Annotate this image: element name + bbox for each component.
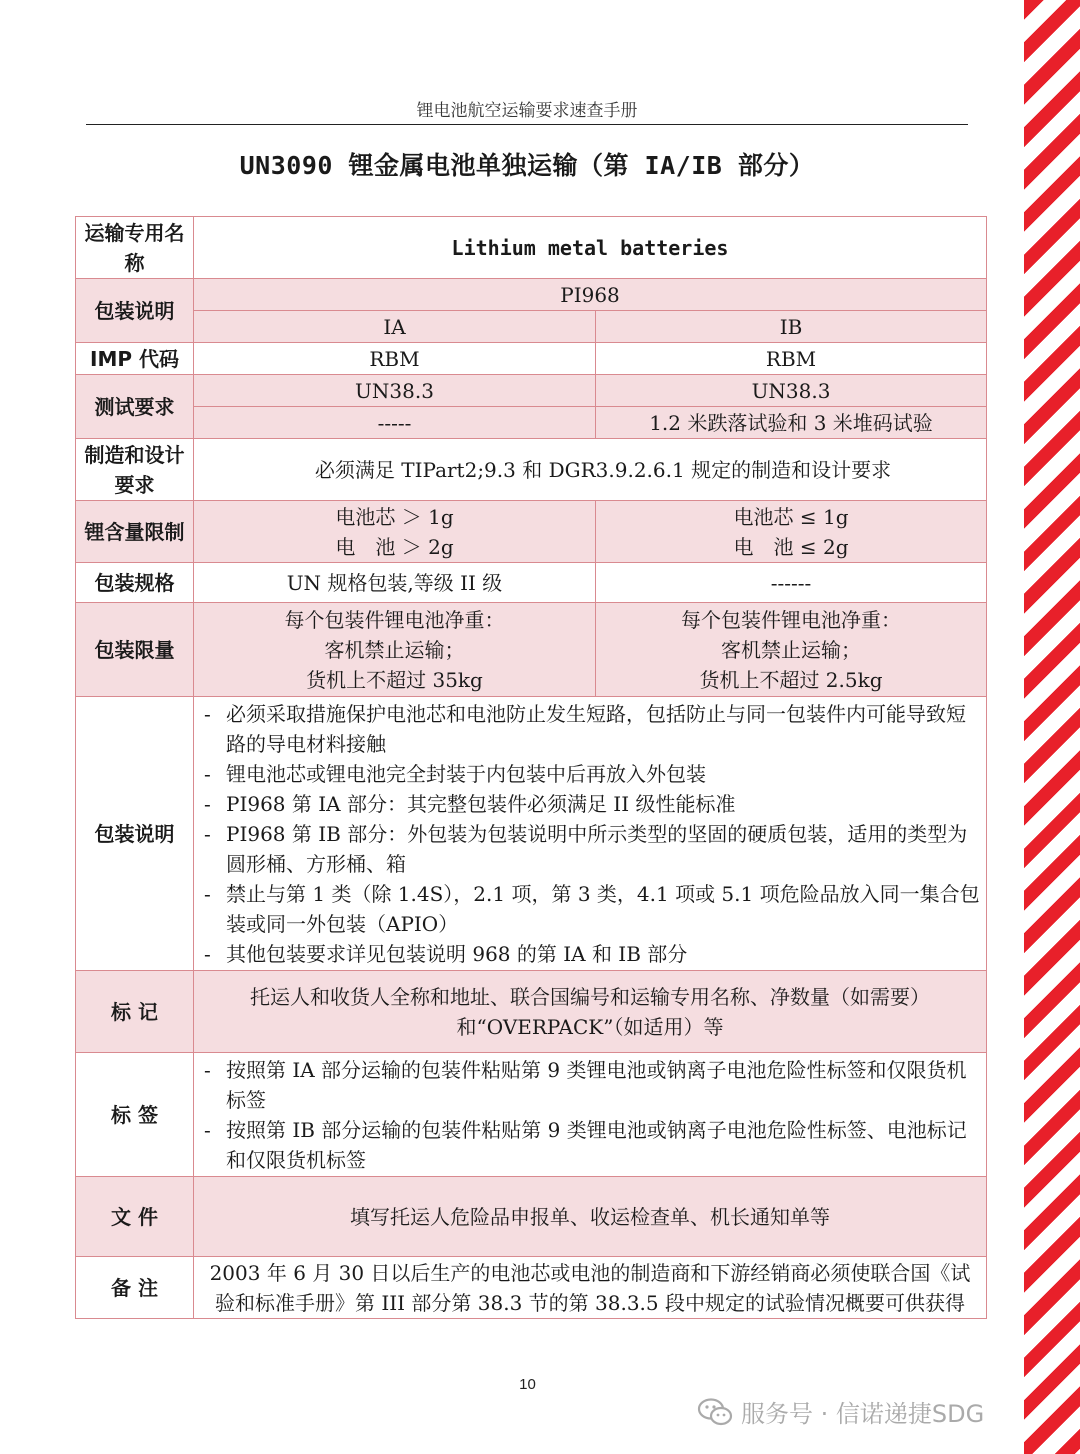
lithium-ia-cell: 电池芯 ＞ 1g	[335, 504, 454, 529]
limit-ib-line: 每个包装件锂电池净重：	[681, 607, 901, 632]
table-row	[76, 501, 987, 563]
list-item: - 锂电池芯或锂电池完全封装于内包装中后再放入外包装	[226, 759, 980, 789]
test-ia-1: UN38.3	[194, 375, 596, 407]
pi-value: PI968	[194, 279, 987, 311]
lithium-ia	[194, 501, 596, 563]
list-item: - 必须采取措施保护电池芯和电池防止发生短路，包括防止与同一包装件内可能导致短路的导电材料接触	[226, 699, 980, 759]
table-row	[76, 217, 987, 279]
row-label: 锂含量限制	[76, 501, 194, 563]
watermark-text: 服务号 · 信诺递捷SDG	[741, 1400, 985, 1428]
remarks-value: 2003 年 6 月 30 日以后生产的电池芯或电池的制造商和下游经销商必须使联合国《试验和标准手册》第 III 部分第 38.3 节的第 38.3.5 段中规定的试验情况概要可供获得	[194, 1257, 987, 1319]
limit-ib	[596, 603, 987, 697]
lithium-ib-battery: 电 池 ≤ 2g	[733, 534, 849, 559]
test-ib-1: UN38.3	[596, 375, 987, 407]
page-header: 锂电池航空运输要求速查手册	[416, 101, 638, 121]
requirements-table	[75, 216, 987, 1319]
table-row	[76, 343, 987, 375]
limit-ib-line: 客机禁止运输；	[721, 637, 861, 662]
row-label: 备 注	[76, 1257, 194, 1319]
row-label: 包装限量	[76, 603, 194, 697]
limit-ib-line: 货机上不超过 2.5kg	[699, 667, 883, 692]
table-row	[76, 1053, 987, 1177]
header-rule	[86, 124, 968, 125]
hazard-stripe	[1024, 0, 1080, 1454]
table-row	[76, 375, 987, 407]
spec-ib: ------	[596, 563, 987, 603]
marking-value: 托运人和收货人全称和地址、联合国编号和运输专用名称、净数量（如需要）和“OVERPACK”（如适用）等	[194, 971, 987, 1053]
table-row	[76, 1257, 987, 1319]
table-row	[76, 439, 987, 501]
page-title: UN3090 锂金属电池单独运输（第 IA/IB 部分）	[239, 151, 815, 180]
row-label: 制造和设计要求	[76, 439, 194, 501]
table-row	[76, 407, 987, 439]
row-label: 测试要求	[76, 375, 194, 439]
row-label: 包装说明	[76, 279, 194, 343]
imp-ia: RBM	[194, 343, 596, 375]
lithium-ia-battery: 电 池 ＞ 2g	[335, 534, 454, 559]
lithium-ib-cell: 电池芯 ≤ 1g	[733, 504, 849, 529]
limit-ia-line: 每个包装件锂电池净重：	[284, 607, 505, 632]
list-item: - 禁止与第 1 类（除 1.4S），2.1 项，第 3 类，4.1 项或 5.1 项危险品放入同一集合包装或同一外包装（APIO）	[226, 879, 980, 939]
row-label: 标 记	[76, 971, 194, 1053]
limit-ia-line: 客机禁止运输；	[324, 637, 465, 662]
row-label: IMP 代码	[76, 343, 194, 375]
row-label: 包装说明	[76, 697, 194, 971]
table-row	[76, 279, 987, 311]
spec-ia: UN 规格包装,等级 II 级	[194, 563, 596, 603]
packing-instructions	[194, 697, 987, 971]
list-item: - 按照第 IA 部分运输的包装件粘贴第 9 类锂电池或钠离子电池危险性标签和仅限货机标签	[226, 1055, 980, 1115]
lithium-ib	[596, 501, 987, 563]
table-row	[76, 1177, 987, 1257]
shipping-name-value: Lithium metal batteries	[194, 217, 987, 279]
page-number: 10	[519, 1376, 536, 1393]
row-label: 标 签	[76, 1053, 194, 1177]
limit-ia	[194, 603, 596, 697]
row-label: 运输专用名称	[76, 217, 194, 279]
test-ib-2: 1.2 米跌落试验和 3 米堆码试验	[596, 407, 987, 439]
documents-value: 填写托运人危险品申报单、收运检查单、机长通知单等	[194, 1177, 987, 1257]
section-ia-header: IA	[194, 311, 596, 343]
test-ia-2: -----	[194, 407, 596, 439]
section-ib-header: IB	[596, 311, 987, 343]
list-item: - 其他包装要求详见包装说明 968 的第 IA 和 IB 部分	[226, 939, 980, 969]
table-row	[76, 311, 987, 343]
list-item: - PI968 第 IA 部分：其完整包装件必须满足 II 级性能标准	[226, 789, 980, 819]
table-row	[76, 971, 987, 1053]
manufacture-value: 必须满足 TIPart2;9.3 和 DGR3.9.2.6.1 规定的制造和设计要求	[194, 439, 987, 501]
row-label: 文 件	[76, 1177, 194, 1257]
row-label: 包装规格	[76, 563, 194, 603]
list-item: - PI968 第 IB 部分：外包装为包装说明中所示类型的坚固的硬质包装，适用的类型为圆形桶、方形桶、箱	[226, 819, 980, 879]
wechat-icon	[697, 1397, 733, 1427]
labels-value	[194, 1053, 987, 1177]
table-row	[76, 603, 987, 697]
table-row	[76, 697, 987, 971]
table-row	[76, 563, 987, 603]
watermark	[697, 1394, 984, 1429]
limit-ia-line: 货机上不超过 35kg	[306, 667, 483, 692]
imp-ib: RBM	[596, 343, 987, 375]
list-item: - 按照第 IB 部分运输的包装件粘贴第 9 类锂电池或钠离子电池危险性标签、电池标记和仅限货机标签	[226, 1115, 980, 1175]
